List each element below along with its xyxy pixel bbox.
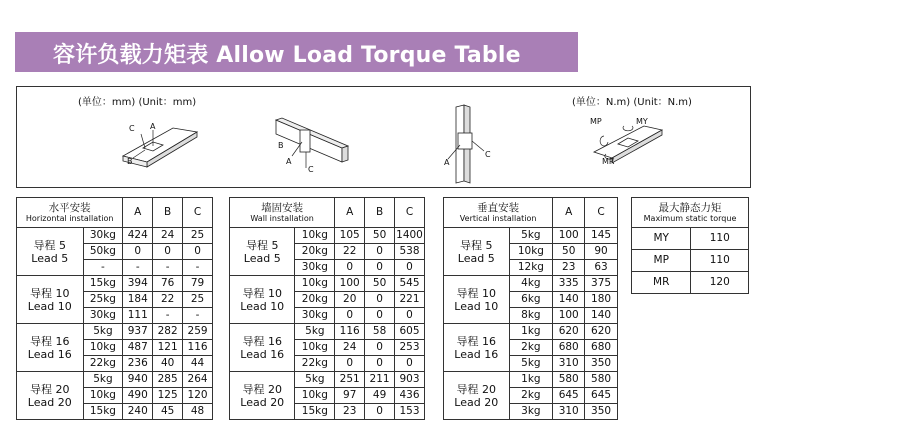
- load-cell: 2kg: [509, 340, 553, 356]
- load-cell: 1kg: [509, 324, 553, 340]
- load-cell: 10kg: [83, 340, 123, 356]
- moment-label: MY: [632, 228, 691, 250]
- load-cell: 2kg: [509, 388, 553, 404]
- value-cell: 100: [335, 276, 365, 292]
- label-b: B: [127, 157, 133, 166]
- value-cell: 0: [335, 356, 365, 372]
- value-cell: 0: [153, 244, 183, 260]
- table-row: [444, 324, 618, 340]
- value-cell: 50: [365, 228, 395, 244]
- load-cell: 30kg: [83, 228, 123, 244]
- col-header: A: [553, 198, 585, 228]
- load-cell: 22kg: [295, 356, 335, 372]
- value-cell: 680: [585, 340, 618, 356]
- col-header: B: [365, 198, 395, 228]
- table-row: [444, 276, 618, 292]
- load-cell: 22kg: [83, 356, 123, 372]
- table-title: 水平安装 Horizontal installation: [17, 198, 123, 228]
- value-cell: 436: [395, 388, 425, 404]
- value-cell: 211: [365, 372, 395, 388]
- value-cell: 140: [585, 308, 618, 324]
- moment-value: 110: [691, 250, 749, 272]
- value-cell: -: [183, 260, 213, 276]
- value-cell: -: [153, 308, 183, 324]
- load-cell: 6kg: [509, 292, 553, 308]
- value-cell: 25: [183, 292, 213, 308]
- value-cell: 22: [153, 292, 183, 308]
- value-cell: 79: [183, 276, 213, 292]
- value-cell: 0: [365, 260, 395, 276]
- page-title: 容许负载力矩表 Allow Load Torque Table: [53, 43, 521, 68]
- table-row: [230, 276, 425, 292]
- value-cell: 221: [395, 292, 425, 308]
- load-cell: 4kg: [509, 276, 553, 292]
- lead-cell: 导程 10 Lead 10: [444, 276, 510, 324]
- lead-cell: 导程 20 Lead 20: [17, 372, 84, 420]
- load-cell: 15kg: [83, 276, 123, 292]
- value-cell: 22: [335, 244, 365, 260]
- value-cell: 116: [335, 324, 365, 340]
- load-cell: 20kg: [295, 292, 335, 308]
- lead-cell: 导程 10 Lead 10: [230, 276, 295, 324]
- table-row: [17, 324, 213, 340]
- load-cell: 10kg: [83, 388, 123, 404]
- label-b: B: [278, 141, 284, 150]
- load-cell: 12kg: [509, 260, 553, 276]
- value-cell: 424: [123, 228, 153, 244]
- value-cell: 490: [123, 388, 153, 404]
- table-title: 垂直安装 Vertical installation: [444, 198, 553, 228]
- value-cell: 580: [585, 372, 618, 388]
- load-cell: 30kg: [295, 260, 335, 276]
- value-cell: 24: [153, 228, 183, 244]
- moment-value: 120: [691, 272, 749, 294]
- value-cell: 58: [365, 324, 395, 340]
- label-a: A: [444, 158, 450, 167]
- horizontal-installation-table: [16, 197, 213, 420]
- moment-value: 110: [691, 228, 749, 250]
- value-cell: 620: [585, 324, 618, 340]
- vertical-installation-figure: [440, 103, 500, 183]
- label-c: C: [485, 150, 491, 159]
- load-cell: 30kg: [295, 308, 335, 324]
- value-cell: 350: [585, 404, 618, 420]
- moment-label: MR: [632, 272, 691, 294]
- col-header: C: [183, 198, 213, 228]
- load-cell: 50kg: [83, 244, 123, 260]
- load-cell: 10kg: [295, 276, 335, 292]
- value-cell: 350: [585, 356, 618, 372]
- value-cell: 259: [183, 324, 213, 340]
- value-cell: 50: [553, 244, 585, 260]
- lead-cell: 导程 16 Lead 16: [230, 324, 295, 372]
- vertical-installation-table: [443, 197, 618, 420]
- table-title: 墙固安装 Wall installation: [230, 198, 335, 228]
- value-cell: 0: [123, 244, 153, 260]
- value-cell: 153: [395, 404, 425, 420]
- value-cell: -: [123, 260, 153, 276]
- value-cell: 903: [395, 372, 425, 388]
- value-cell: 111: [123, 308, 153, 324]
- value-cell: 105: [335, 228, 365, 244]
- value-cell: 940: [123, 372, 153, 388]
- value-cell: 121: [153, 340, 183, 356]
- value-cell: 937: [123, 324, 153, 340]
- wall-installation-table: [229, 197, 425, 420]
- value-cell: -: [153, 260, 183, 276]
- lead-cell: 导程 16 Lead 16: [444, 324, 510, 372]
- load-cell: 15kg: [295, 404, 335, 420]
- label-my: MY: [636, 117, 648, 126]
- value-cell: 0: [395, 356, 425, 372]
- title-banner: [15, 32, 578, 72]
- value-cell: 116: [183, 340, 213, 356]
- label-c: C: [308, 165, 314, 174]
- value-cell: 0: [183, 244, 213, 260]
- load-cell: 10kg: [295, 228, 335, 244]
- load-cell: 1kg: [509, 372, 553, 388]
- value-cell: 620: [553, 324, 585, 340]
- lead-cell: 导程 5 Lead 5: [230, 228, 295, 276]
- value-cell: 45: [153, 404, 183, 420]
- load-cell: 5kg: [509, 228, 553, 244]
- value-cell: 545: [395, 276, 425, 292]
- value-cell: 23: [335, 404, 365, 420]
- load-cell: 5kg: [83, 372, 123, 388]
- value-cell: 680: [553, 340, 585, 356]
- load-cell: 20kg: [295, 244, 335, 260]
- value-cell: 645: [585, 388, 618, 404]
- value-cell: 282: [153, 324, 183, 340]
- load-cell: 15kg: [83, 404, 123, 420]
- lead-cell: 导程 5 Lead 5: [17, 228, 84, 276]
- value-cell: 0: [335, 260, 365, 276]
- value-cell: 0: [365, 292, 395, 308]
- table-row: [230, 372, 425, 388]
- value-cell: 90: [585, 244, 618, 260]
- value-cell: 0: [395, 260, 425, 276]
- moment-label: MP: [632, 250, 691, 272]
- value-cell: 180: [585, 292, 618, 308]
- value-cell: 20: [335, 292, 365, 308]
- horizontal-installation-figure: [115, 112, 205, 172]
- wall-installation-figure: [272, 112, 352, 172]
- value-cell: 253: [395, 340, 425, 356]
- value-cell: 310: [553, 356, 585, 372]
- value-cell: 100: [553, 308, 585, 324]
- value-cell: 251: [335, 372, 365, 388]
- table-title: 最大静态力矩 Maximum static torque: [632, 198, 749, 228]
- value-cell: 605: [395, 324, 425, 340]
- load-cell: 3kg: [509, 404, 553, 420]
- label-a: A: [286, 157, 292, 166]
- value-cell: 48: [183, 404, 213, 420]
- value-cell: 0: [365, 340, 395, 356]
- value-cell: 236: [123, 356, 153, 372]
- lead-cell: 导程 20 Lead 20: [230, 372, 295, 420]
- moment-figure: [588, 112, 668, 172]
- value-cell: 97: [335, 388, 365, 404]
- load-cell: 5kg: [295, 372, 335, 388]
- value-cell: 140: [553, 292, 585, 308]
- value-cell: 645: [553, 388, 585, 404]
- label-mp: MP: [590, 117, 602, 126]
- value-cell: 0: [365, 356, 395, 372]
- load-cell: -: [83, 260, 123, 276]
- table-row: [230, 228, 425, 244]
- value-cell: -: [183, 308, 213, 324]
- load-cell: 5kg: [83, 324, 123, 340]
- value-cell: 23: [553, 260, 585, 276]
- table-row: [17, 276, 213, 292]
- value-cell: 0: [395, 308, 425, 324]
- value-cell: 0: [365, 404, 395, 420]
- value-cell: 538: [395, 244, 425, 260]
- load-cell: 10kg: [509, 244, 553, 260]
- value-cell: 25: [183, 228, 213, 244]
- value-cell: 76: [153, 276, 183, 292]
- max-static-torque-table: [631, 197, 749, 294]
- value-cell: 394: [123, 276, 153, 292]
- col-header: A: [335, 198, 365, 228]
- value-cell: 0: [365, 308, 395, 324]
- load-cell: 8kg: [509, 308, 553, 324]
- load-cell: 10kg: [295, 340, 335, 356]
- table-row: [17, 372, 213, 388]
- label-c: C: [129, 124, 135, 133]
- table-row: [444, 372, 618, 388]
- value-cell: 100: [553, 228, 585, 244]
- table-row: [444, 228, 618, 244]
- unit-note-nm: (单位：N.m) (Unit：N.m): [572, 97, 692, 108]
- value-cell: 580: [553, 372, 585, 388]
- value-cell: 125: [153, 388, 183, 404]
- load-cell: 10kg: [295, 388, 335, 404]
- value-cell: 184: [123, 292, 153, 308]
- value-cell: 1400: [395, 228, 425, 244]
- col-header: B: [153, 198, 183, 228]
- col-header: A: [123, 198, 153, 228]
- value-cell: 0: [365, 244, 395, 260]
- value-cell: 375: [585, 276, 618, 292]
- lead-cell: 导程 5 Lead 5: [444, 228, 510, 276]
- table-row: [632, 250, 749, 272]
- col-header: C: [395, 198, 425, 228]
- lead-cell: 导程 10 Lead 10: [17, 276, 84, 324]
- label-a: A: [150, 122, 156, 131]
- value-cell: 24: [335, 340, 365, 356]
- value-cell: 50: [365, 276, 395, 292]
- value-cell: 63: [585, 260, 618, 276]
- value-cell: 310: [553, 404, 585, 420]
- unit-note-mm: (单位：mm) (Unit：mm): [78, 97, 197, 108]
- value-cell: 120: [183, 388, 213, 404]
- value-cell: 240: [123, 404, 153, 420]
- col-header: C: [585, 198, 618, 228]
- value-cell: 487: [123, 340, 153, 356]
- value-cell: 49: [365, 388, 395, 404]
- table-row: [230, 324, 425, 340]
- lead-cell: 导程 16 Lead 16: [17, 324, 84, 372]
- value-cell: 285: [153, 372, 183, 388]
- table-row: [632, 228, 749, 250]
- table-row: [632, 272, 749, 294]
- value-cell: 335: [553, 276, 585, 292]
- value-cell: 0: [335, 308, 365, 324]
- table-row: [17, 228, 213, 244]
- load-cell: 5kg: [295, 324, 335, 340]
- value-cell: 145: [585, 228, 618, 244]
- load-cell: 30kg: [83, 308, 123, 324]
- value-cell: 264: [183, 372, 213, 388]
- value-cell: 44: [183, 356, 213, 372]
- value-cell: 40: [153, 356, 183, 372]
- label-mr: MR: [602, 157, 615, 166]
- lead-cell: 导程 20 Lead 20: [444, 372, 510, 420]
- load-cell: 25kg: [83, 292, 123, 308]
- load-cell: 5kg: [509, 356, 553, 372]
